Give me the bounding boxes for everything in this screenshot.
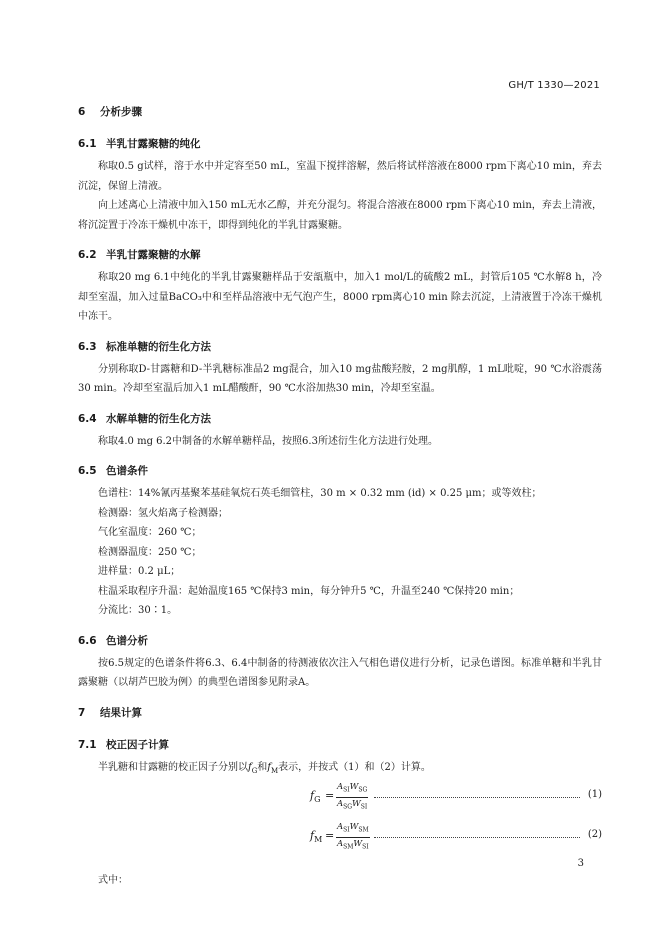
dot-leader: [374, 797, 580, 798]
formula-number: (2): [587, 829, 602, 840]
formula-2: [78, 821, 602, 855]
section-title: 校正因子计算: [106, 738, 169, 751]
formula-number: (1): [587, 789, 602, 800]
section-title: 色谱分析: [106, 634, 148, 647]
paragraph: 称取4.0 mg 6.2中制备的水解单糖样品，按照6.3所述衍生化方法进行处理。: [98, 435, 438, 447]
section-number: 6.5: [78, 465, 97, 477]
section-6-5-heading: [78, 463, 602, 479]
section-6-6-heading: [78, 633, 602, 649]
numerator: $A_{SI}W_{SM}$: [336, 821, 370, 838]
section-number: 6.2: [78, 249, 97, 261]
fraction: [336, 821, 370, 853]
condition-line: 柱温采取程序升温：起始温度165 ℃保持3 min，每分钟升5 ℃，升温至240 ℃保持20 min；: [98, 585, 520, 597]
dot-leader: [374, 837, 580, 838]
section-number: 6.1: [78, 138, 97, 150]
chromatography-conditions: [78, 484, 602, 621]
standard-code: GH/T 1330—2021: [508, 80, 600, 91]
paragraph: 称取0.5 g试样，溶于水中并定容至50 mL，室温下搅拌溶解，然后将试样溶液在8000 rpm下离心10 min，弃去沉淀，保留上清液。: [78, 161, 602, 192]
text: 半乳糖和甘露糖的校正因子分别以: [98, 761, 248, 773]
where-label: 式中：: [98, 875, 128, 886]
section-7-heading: [78, 705, 602, 721]
section-title: 水解单糖的衍生化方法: [106, 412, 211, 425]
section-6-1-heading: [78, 136, 602, 152]
symbol-fG: $f_G$: [248, 761, 258, 775]
equals-sign: =: [325, 829, 335, 842]
paragraph: 向上述离心上清液中加入150 mL无水乙醇，并充分混匀。将混合溶液在8000 rpm下离心10 min，弃去上清液，将沉淀置于冷冻干燥机中冻干，即得到纯化的半乳甘露聚糖。: [78, 200, 602, 231]
symbol-fM: $f_M$: [267, 761, 279, 775]
section-title: 结果计算: [100, 706, 142, 719]
paragraph: 按6.5规定的色谱条件将6.3、6.4中制备的待测液依次注入气相色谱仪进行分析，记录色谱图。标准单糖和半乳甘露聚糖（以胡芦巴胶为例）的典型色谱图参见附录A。: [78, 657, 602, 688]
numerator: $A_{SI}W_{SG}$: [336, 781, 368, 798]
paragraph: [78, 758, 602, 782]
text: 和: [257, 761, 268, 773]
formula-lhs: $f_M$: [310, 829, 323, 845]
section-title: 色谱条件: [106, 465, 148, 477]
paragraph: 称取20 mg 6.1中纯化的半乳甘露聚糖样品于安瓿瓶中，加入1 mol/L的硫酸2 mL，封管后105 ℃水解8 h，冷却至室温，加入过量BaCO₃中和至样品溶液中无气泡产生，8000 rpm离心10 min 除去沉淀，上清液置于冷冻干燥机中冻干。: [78, 272, 602, 322]
denominator: $A_{SG}W_{SI}$: [337, 798, 368, 811]
fraction: [336, 781, 368, 813]
section-6-2-heading: [78, 247, 602, 263]
section-number: 6.6: [78, 634, 97, 647]
section-title: 分析步骤: [100, 106, 142, 118]
section-6-4-heading: [78, 411, 602, 427]
section-number: 6.3: [78, 340, 97, 353]
condition-line: 进样量：0.2 μL；: [98, 566, 181, 577]
formula-1: [78, 781, 602, 815]
equals-sign: =: [325, 789, 335, 802]
condition-line: 色谱柱：14%氰丙基聚苯基硅氧烷石英毛细管柱，30 m × 0.32 mm (id) × 0.25 μm；或等效柱；: [98, 488, 542, 499]
condition-line: 分流比：30∶1。: [98, 605, 178, 616]
document-body: [78, 104, 602, 891]
section-title: 标准单糖的衍生化方法: [106, 340, 211, 353]
section-number: 7: [78, 706, 86, 719]
denominator: $A_{SM}W_{SI}$: [337, 838, 369, 851]
formula-lhs: $f_G$: [310, 789, 321, 805]
text: 表示，并按式（1）和（2）计算。: [278, 761, 431, 773]
page-number: 3: [577, 858, 584, 869]
section-title: 半乳甘露聚糖的纯化: [106, 138, 201, 150]
section-6-3-heading: [78, 339, 602, 355]
section-number: 6.4: [78, 412, 97, 425]
section-title: 半乳甘露聚糖的水解: [106, 249, 201, 261]
section-7-1-heading: [78, 737, 602, 753]
paragraph: 分别称取D-甘露糖和D-半乳糖标准品2 mg混合，加入10 mg盐酸羟胺，2 mg肌醇，1 mL吡啶，90 ℃水浴震荡30 min。冷却至室温后加入1 mL醋酸酐，90 ℃水浴加热30 min，冷却至室温。: [78, 363, 602, 394]
condition-line: 气化室温度：260 ℃；: [98, 527, 202, 538]
section-number: 6: [78, 106, 86, 118]
section-6-heading: [78, 104, 602, 120]
condition-line: 检测器温度：250 ℃；: [98, 546, 202, 558]
section-number: 7.1: [78, 738, 97, 751]
condition-line: 检测器：氢火焰离子检测器；: [98, 507, 228, 519]
